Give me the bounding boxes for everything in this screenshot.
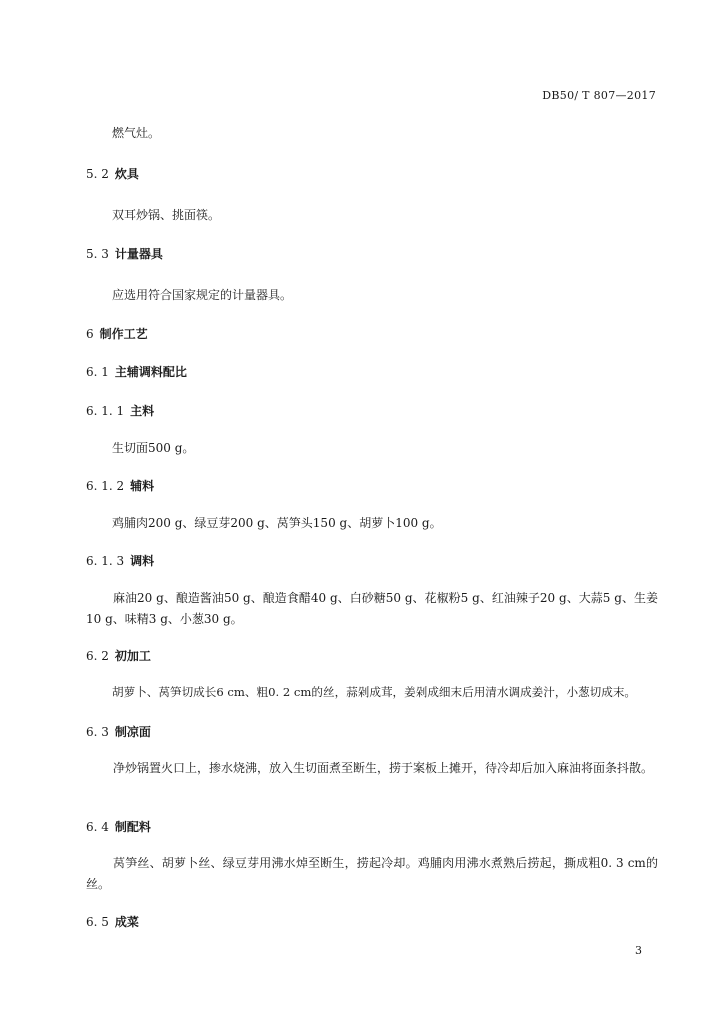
section-title: 制配料 [114,820,151,834]
section-heading [86,647,151,664]
body-text: 生切面500 g。 [112,441,195,455]
section-title: 调料 [130,554,155,568]
section-heading [86,723,151,740]
body-text: 胡萝卜、莴笋切成长6 cm、粗0. 2 cm的丝，蒜剁成茸，姜剁成细末后用清水调成姜汁，小葱切成末。 [112,685,637,699]
section-number: 5. 2 [86,167,109,181]
section-heading [86,913,139,930]
body-paragraph: 莴笋丝、胡萝卜丝、绿豆芽用沸水焯至断生，捞起冷却。鸡脯肉用沸水煮熟后捞起，撕成粗0. 3 cm的丝。 [86,856,658,891]
document-code-header: DB50/ T 807—2017 [542,89,656,102]
page-number: 3 [635,944,642,957]
body-text: 双耳炒锅、挑面筷。 [112,208,221,222]
section-heading [86,402,154,419]
section-title: 初加工 [114,649,151,663]
body-paragraph: 麻油20 g、酿造酱油50 g、酿造食醋40 g、白砂糖50 g、花椒粉5 g、红油辣子20 g、大蒜5 g、生姜10 g、味精3 g、小葱30 g。 [86,591,658,626]
section-number: 6. 2 [86,649,109,663]
section-title: 制凉面 [114,725,151,739]
section-heading [86,165,139,182]
body-text: 鸡脯肉200 g、绿豆芽200 g、莴笋头150 g、胡萝卜100 g。 [112,516,442,530]
section-number: 6. 1. 3 [86,554,125,568]
section-number: 6. 4 [86,820,109,834]
section-title: 计量器具 [114,247,163,261]
body-text: 燃气灶。 [112,126,161,140]
body-text: 应选用符合国家规定的计量器具。 [112,288,293,302]
section-number: 5. 3 [86,247,109,261]
body-paragraph: 净炒锅置火口上，掺水烧沸，放入生切面煮至断生，捞于案板上摊开，待冷却后加入麻油将面条抖散。 [113,761,654,775]
section-heading [86,325,148,342]
section-heading [86,245,163,262]
section-number: 6. 1. 1 [86,404,125,418]
section-heading [86,818,151,835]
section-title: 主辅调料配比 [114,365,187,379]
section-title: 制作工艺 [99,327,148,341]
section-title: 炊具 [114,167,139,181]
section-heading [86,477,154,494]
section-number: 6. 1 [86,365,109,379]
section-title: 主料 [130,404,155,418]
section-title: 辅料 [130,479,155,493]
section-heading [86,363,187,380]
section-number: 6. 5 [86,915,109,929]
section-heading [86,552,154,569]
section-number: 6. 3 [86,725,109,739]
section-title: 成菜 [114,915,139,929]
section-number: 6. 1. 2 [86,479,125,493]
section-number: 6 [86,327,94,341]
